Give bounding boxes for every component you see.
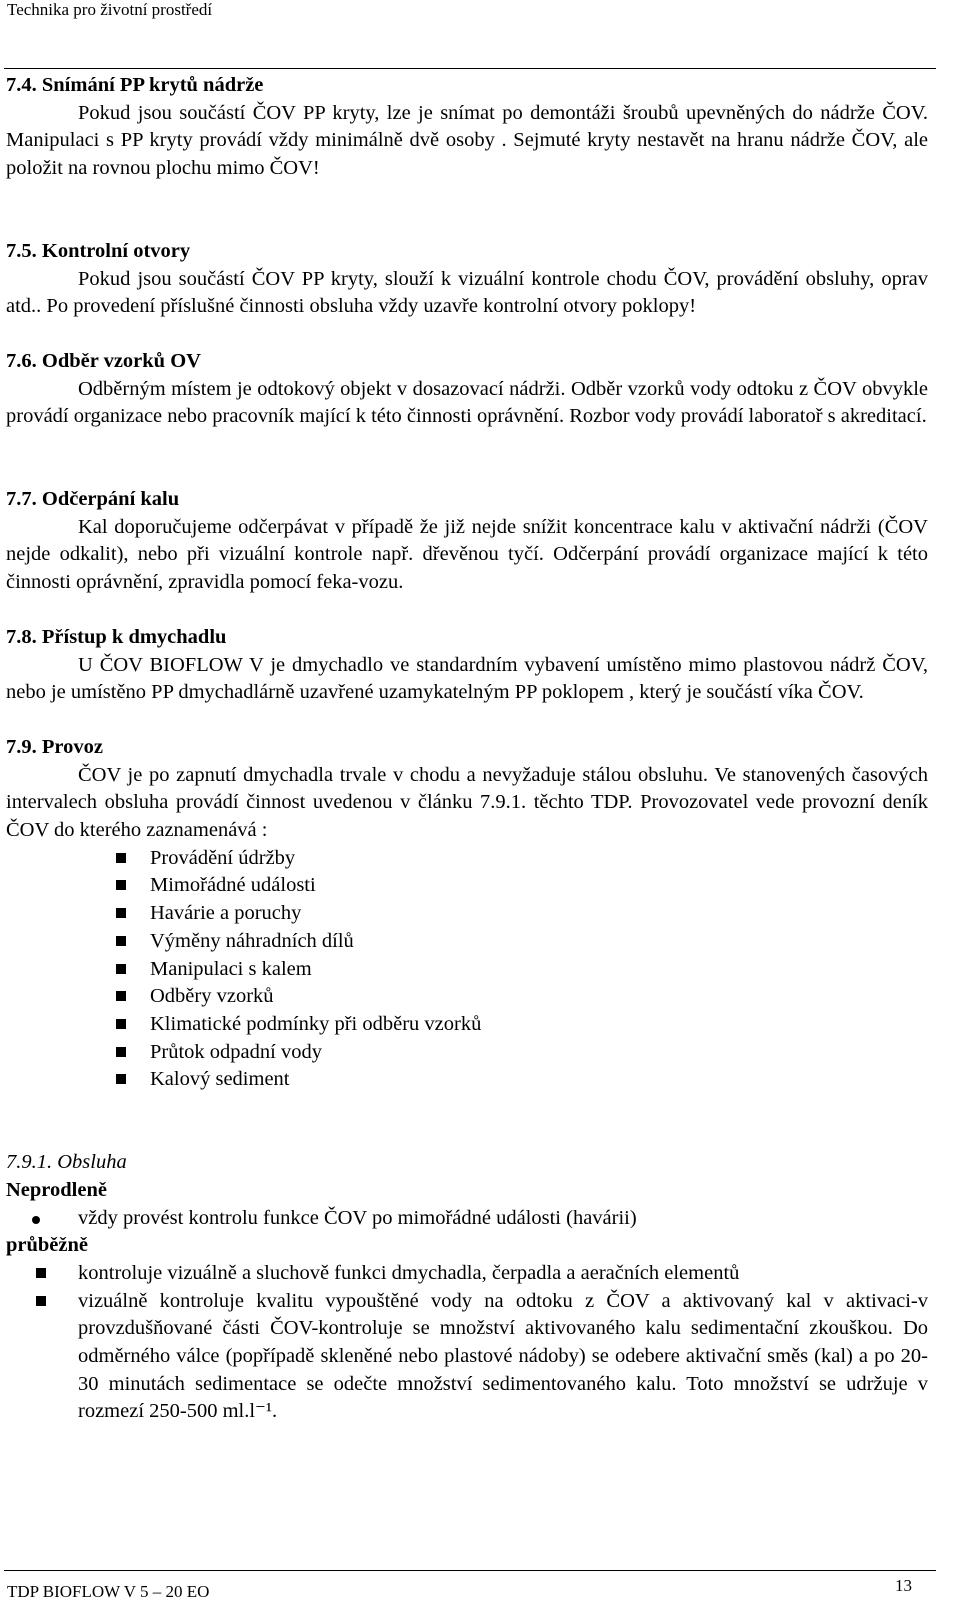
section-7-7 bbox=[6, 486, 928, 597]
list-item: vizuálně kontroluje kvalitu vypouštěné vody na odtoku z ČOV a aktivovaný kal v aktivaci-v provzdušňované části ČOV-kontrolujе se množství aktivovaného kalu sedimentační zkouškou. Do odměrného válce (popřípadě skleněné nebo plastové nádoby) se odebere aktivační směs (kal) a po 20-30 minutách sedimentace se odečte množství sedimentovaného kalu. Toto množství se udržuje v rozmezí 250-500 ml.l⁻¹. bbox=[6, 1288, 928, 1427]
page-number: 13 bbox=[895, 1576, 912, 1595]
subheading-immediately: Neprodleně bbox=[6, 1178, 107, 1201]
section-7-6 bbox=[6, 348, 928, 431]
section-7-8 bbox=[6, 624, 928, 707]
subheading-continuous: průběžně bbox=[6, 1234, 88, 1257]
list-item: Manipulaci s kalem bbox=[6, 956, 928, 984]
list-item: Průtok odpadní vody bbox=[6, 1039, 928, 1067]
section-title: 7.6. Odběr vzorků OV bbox=[6, 349, 201, 372]
header-rule bbox=[4, 68, 936, 69]
list-item: Klimatické podmínky při odběru vzorků bbox=[6, 1011, 928, 1039]
section-title: 7.8. Přístup k dmychadlu bbox=[6, 625, 227, 648]
section-text: Pokud jsou součástí ČOV PP kryty, slouží k vizuální kontrole chodu ČOV, provádění obsluhy, oprav atd.. Po provedení příslušné činnosti obsluha vždy uzavře kontrolní otvory poklopy! bbox=[6, 267, 928, 318]
list-item: Výměny náhradních dílů bbox=[6, 928, 928, 956]
subsection-title: 7.9.1. Obsluha bbox=[6, 1151, 127, 1174]
section-title: 7.5. Kontrolní otvory bbox=[6, 239, 191, 262]
section-text: Kal doporučujeme odčerpávat v případě že již nejde snížit koncentrace kalu v aktivační nádrži (ČOV nejde odkalit), nebo při vizuální kontrole např. dřevěnou tyčí. Odčerpání provádí organizace mající k této činnosti oprávnění, zpravidla pomocí feka-vozu. bbox=[6, 515, 928, 594]
logbook-list bbox=[6, 845, 928, 1094]
list-item: Havárie a poruchy bbox=[6, 900, 928, 928]
section-7-4 bbox=[6, 72, 928, 183]
list-item: Kalový sediment bbox=[6, 1066, 928, 1094]
list-item: Mimořádné události bbox=[6, 872, 928, 900]
document-body bbox=[6, 72, 928, 1426]
footer-doc-title: TDP BIOFLOW V 5 – 20 EO bbox=[7, 1582, 210, 1601]
section-title: 7.9. Provoz bbox=[6, 735, 103, 758]
section-text: U ČOV BIOFLOW V je dmychadlo ve standardním vybavení umístěno mimo plastovou nádrž ČOV, nebo je umístěno PP dmychadlárně uzavřené uzamykatelným PP poklopem , který je součástí víka ČOV. bbox=[6, 653, 928, 704]
section-7-9 bbox=[6, 734, 928, 1094]
section-7-9-1 bbox=[6, 1149, 928, 1426]
section-title: 7.7. Odčerpání kalu bbox=[6, 488, 180, 511]
continuous-list bbox=[6, 1260, 928, 1426]
section-text: ČOV je po zapnutí dmychadla trvale v chodu a nevyžaduje stálou obsluhu. Ve stanovených časových intervalech obsluha provádí činnost uvedenou v článku 7.9.1. těchto TDP. Provozovatel vede provozní deník ČOV do kterého zaznamenává : bbox=[6, 763, 928, 842]
list-item: Provádění údržby bbox=[6, 845, 928, 873]
section-text: Pokud jsou součástí ČOV PP kryty, lze je snímat po demontáži šroubů upevněných do nádrže ČOV. Manipulaci s PP kryty provádí vždy minimálně dvě osoby . Sejmuté kryty nestavět na hranu nádrže ČOV, ale položit na rovnou plochu mimo ČOV! bbox=[6, 101, 928, 180]
section-7-5 bbox=[6, 238, 928, 321]
list-item: kontroluje vizuálně a sluchově funkci dmychadla, čerpadla a aeračních elementů bbox=[6, 1260, 928, 1288]
immediate-list bbox=[6, 1205, 928, 1233]
list-item: Odběry vzorků bbox=[6, 983, 928, 1011]
list-item: vždy provést kontrolu funkce ČOV po mimořádné události (havárii) bbox=[6, 1205, 928, 1233]
footer-rule bbox=[4, 1570, 936, 1571]
section-title: 7.4. Snímání PP krytů nádrže bbox=[6, 74, 264, 96]
page-header: Technika pro životní prostředí bbox=[7, 0, 213, 19]
section-text: Odběrným místem je odtokový objekt v dosazovací nádrži. Odběr vzorků vody odtoku z ČOV obvykle provádí organizace nebo pracovník mající k této činnosti oprávnění. Rozbor vody provádí laboratoř s akreditací. bbox=[6, 377, 928, 428]
